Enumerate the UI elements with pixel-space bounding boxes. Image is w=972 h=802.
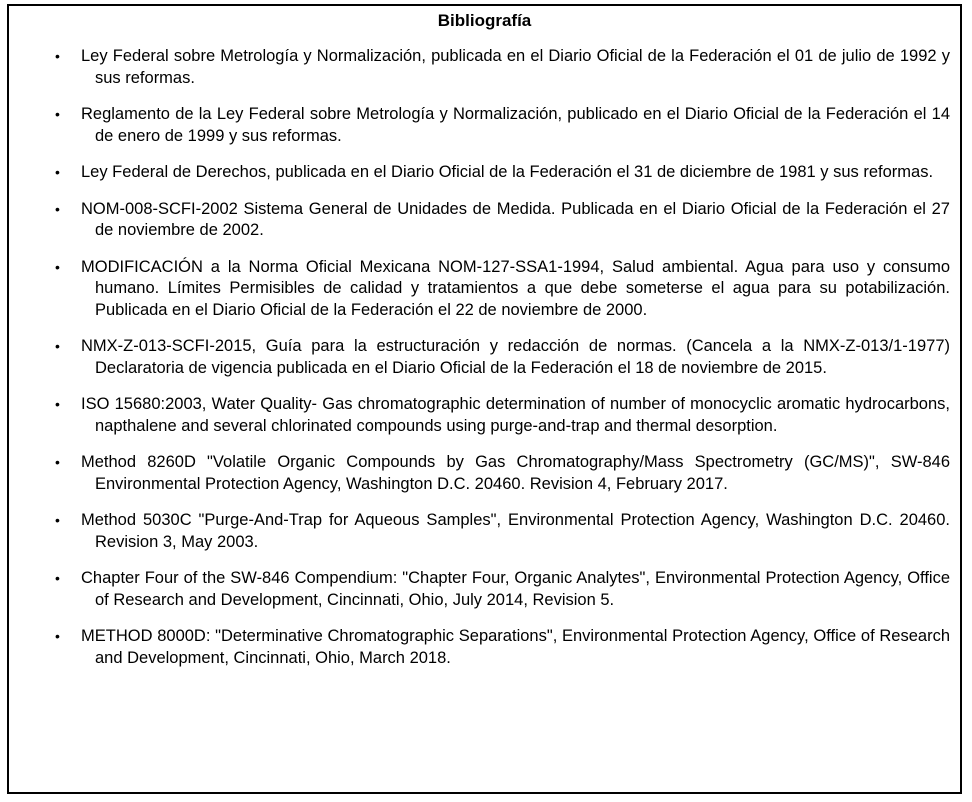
reference-text: NMX-Z-013-SCFI-2015, Guía para la estructuración y redacción de normas. (Cancela a la NMX-Z-013/1-1977) Declaratoria de vigencia publicada en el Diario Oficial de la Federación el 18 de noviembre de 2015. [81,337,950,377]
bullet-icon: • [55,106,60,122]
reference-text: Reglamento de la Ley Federal sobre Metrología y Normalización, publicado en el Diario Oficial de la Federación el 14 de enero de 1999 y sus reformas. [81,105,950,145]
reference-text: Ley Federal sobre Metrología y Normalización, publicada en el Diario Oficial de la Federación el 01 de julio de 1992 y sus reformas. [81,47,950,87]
reference-item [9,46,960,89]
reference-item [9,162,960,184]
bullet-icon: • [55,396,60,412]
bullet-icon: • [55,454,60,470]
bullet-icon: • [55,164,60,180]
reference-text: ISO 15680:2003, Water Quality- Gas chromatographic determination of number of monocyclic aromatic hydrocarbons, napthalene and several chlorinated compounds using purge-and-trap and thermal desorption. [81,395,950,435]
bullet-icon: • [55,512,60,528]
bullet-icon: • [55,338,60,354]
reference-text: Ley Federal de Derechos, publicada en el Diario Oficial de la Federación el 31 de diciembre de 1981 y sus reformas. [81,163,934,181]
reference-item [9,568,960,611]
reference-item [9,452,960,495]
reference-item [9,394,960,437]
reference-list [9,46,960,684]
bullet-icon: • [55,48,60,64]
reference-item [9,257,960,322]
bullet-icon: • [55,200,60,217]
reference-item [9,104,960,147]
reference-item [9,510,960,553]
reference-text: MODIFICACIÓN a la Norma Oficial Mexicana NOM-127-SSA1-1994, Salud ambiental. Agua para uso y consumo humano. Límites Permisibles de calidad y tratamientos a que debe someterse el agua para su potabilización. Publicada en el Diario Oficial de la Federación el 22 de noviembre de 2000. [81,257,950,319]
bullet-icon: • [55,628,60,644]
bibliography-title: Bibliografía [437,11,532,30]
reference-text: Chapter Four of the SW-846 Compendium: "Chapter Four, Organic Analytes", Environmental Protection Agency, Office of Research and Development, Cincinnati, Ohio, July 2014, Revision 5. [81,569,950,609]
reference-text: METHOD 8000D: "Determinative Chromatographic Separations", Environmental Protection Agency, Office of Research and Development, Cincinnati, Ohio, March 2018. [81,627,950,667]
reference-text: Method 8260D "Volatile Organic Compounds by Gas Chromatography/Mass Spectrometry (GC/MS)", SW-846 Environmental Protection Agency, Washington D.C. 20460. Revision 4, February 2017. [81,453,950,493]
reference-item [9,336,960,379]
reference-item [9,626,960,669]
bibliography-frame [7,4,962,794]
reference-text: NOM-008-SCFI-2002 Sistema General de Unidades de Medida. Publicada en el Diario Oficial de la Federación el 27 de noviembre de 2002. [81,199,950,239]
reference-item [9,199,960,242]
reference-text: Method 5030C "Purge-And-Trap for Aqueous Samples", Environmental Protection Agency, Washington D.C. 20460. Revision 3, May 2003. [81,511,950,551]
bullet-icon: • [55,570,60,586]
bullet-icon: • [55,258,60,275]
